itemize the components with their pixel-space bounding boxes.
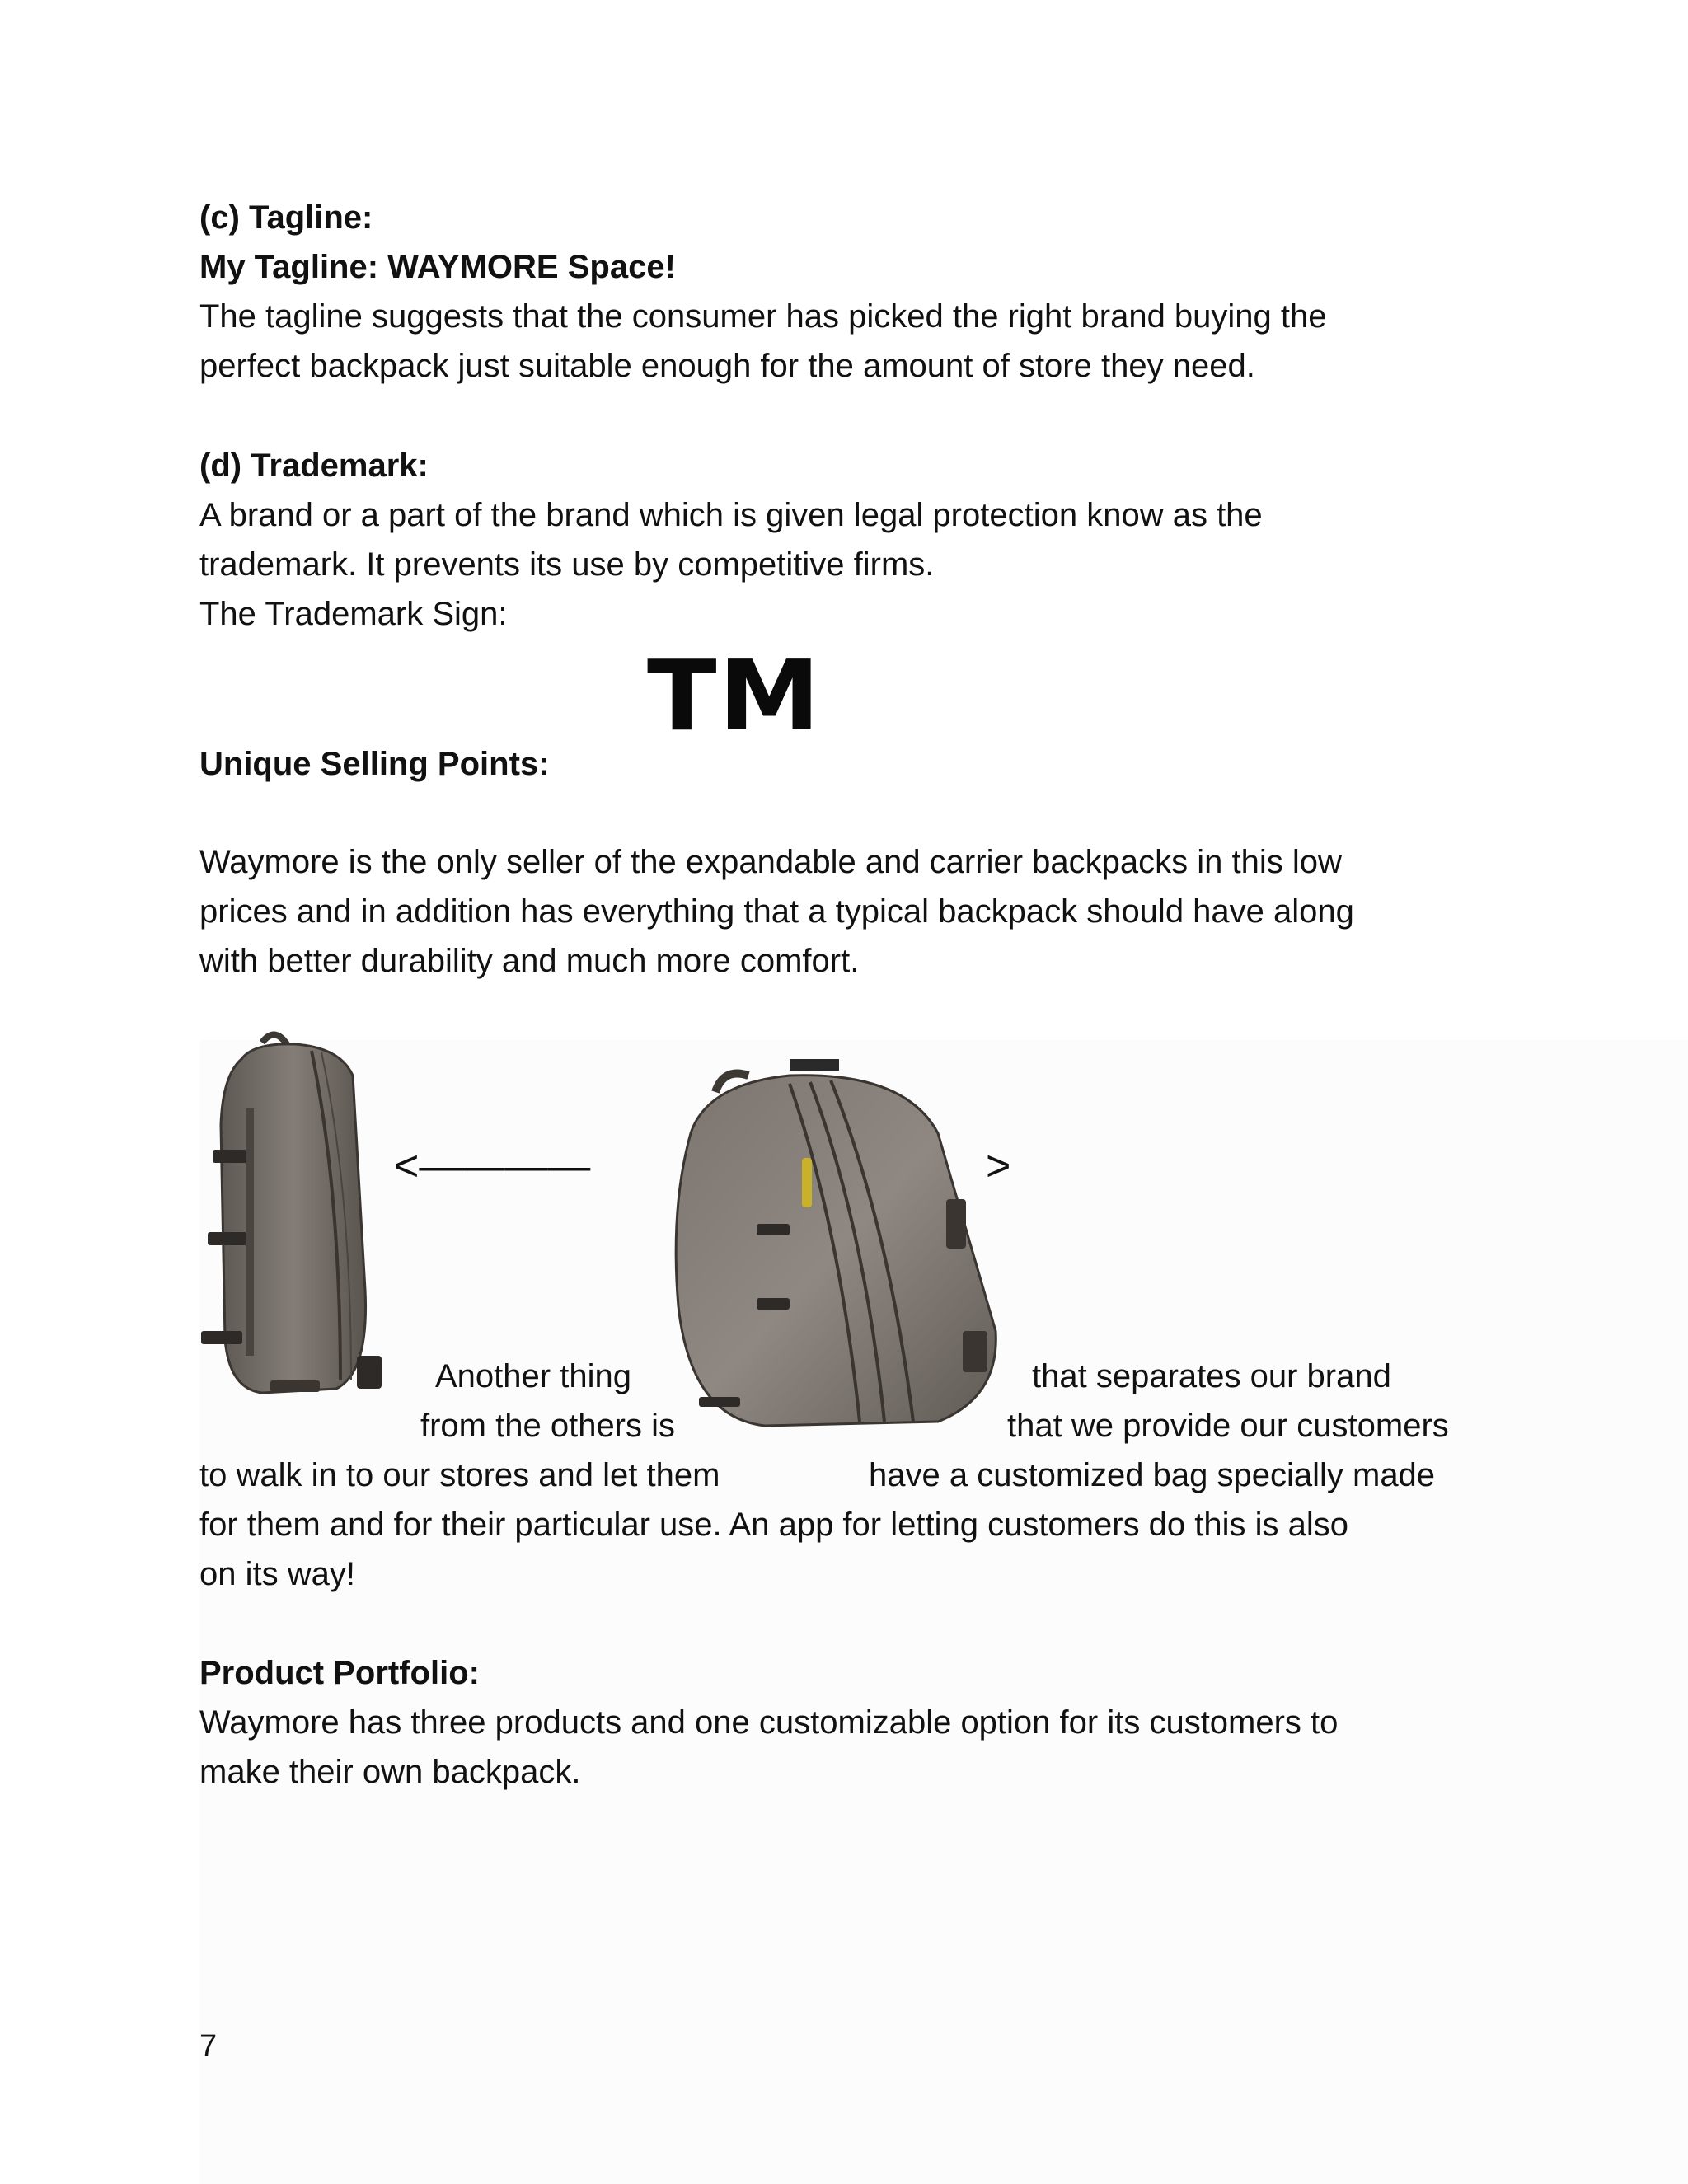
trademark-sign: TM [647,640,822,753]
trademark-body-line: A brand or a part of the brand which is given legal protection know as the [199,497,1263,533]
usp-heading: Unique Selling Points: [199,746,550,782]
tagline-body-line: The tagline suggests that the consumer has picked the right brand buying the [199,298,1327,335]
portfolio-heading: Product Portfolio: [199,1655,480,1691]
backpack-side-image [196,1026,394,1405]
trademark-heading: (d) Trademark: [199,448,429,484]
usp-wrap-text: have a customized bag specially made [869,1457,1436,1493]
usp-wrap-text: from the others is [420,1408,676,1444]
usp-wrap-text: Another thing [435,1358,631,1394]
usp-body-line: Waymore is the only seller of the expandable and carrier backpacks in this low [199,844,1342,880]
portfolio-body-line: Waymore has three products and one customizable option for its customers to [199,1704,1339,1741]
backpack-expanded-image [666,1059,1004,1430]
usp-wrap-text: that we provide our customers [1007,1408,1449,1444]
portfolio-body-line: make their own backpack. [199,1754,581,1790]
usp-body-line: on its way! [199,1556,355,1592]
usp-body-line: for them and for their particular use. An app for letting customers do this is also [199,1507,1349,1543]
page-number: 7 [199,2029,218,2064]
usp-body-line: with better durability and much more comfort. [199,943,860,979]
tagline-body-line: perfect backpack just suitable enough for the amount of store they need. [199,348,1255,384]
usp-wrap-text: that separates our brand [1032,1358,1391,1394]
trademark-sign-label: The Trademark Sign: [199,596,508,632]
expand-arrow-left: <———— [394,1142,591,1190]
usp-body-line: prices and in addition has everything that a typical backpack should have along [199,893,1354,930]
usp-wrap-text: to walk in to our stores and let them [199,1457,720,1493]
my-tagline: My Tagline: WAYMORE Space! [199,249,676,285]
trademark-body-line: trademark. It prevents its use by competitive firms. [199,546,935,583]
tagline-heading: (c) Tagline: [199,199,373,236]
expand-arrow-right: > [986,1142,1011,1190]
